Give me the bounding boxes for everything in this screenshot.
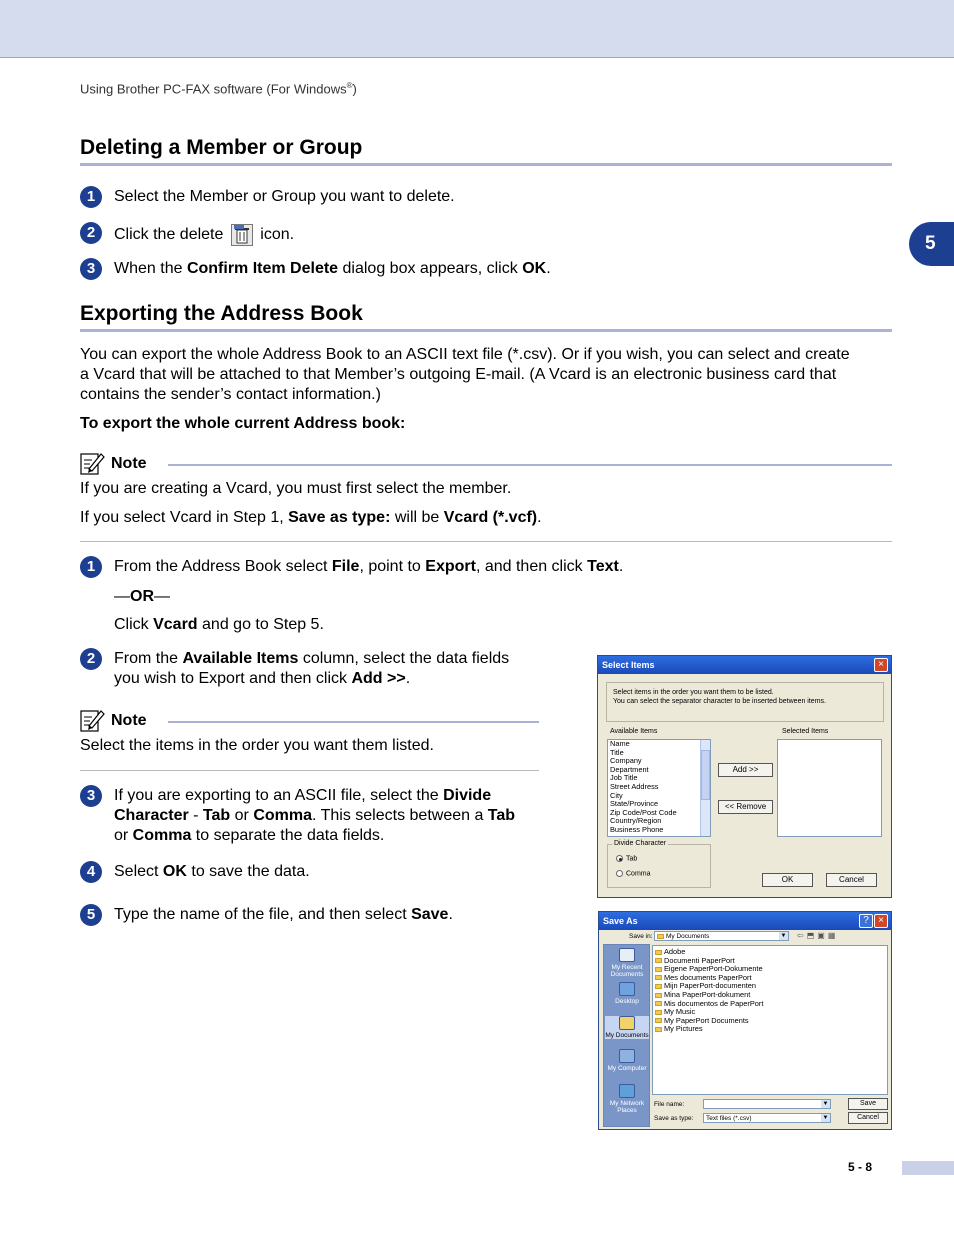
place-recent-documents[interactable]: My Recent Documents xyxy=(605,948,649,978)
comma-radio[interactable]: Comma xyxy=(616,870,651,877)
note-divider xyxy=(168,721,539,723)
available-items-list[interactable] xyxy=(607,739,711,837)
note2-text: Select the items in the order you want them listed. xyxy=(80,737,434,754)
note1-line2: If you select Vcard in Step 1, Save as type: will be Vcard (*.vcf). xyxy=(80,509,542,526)
file-row[interactable] xyxy=(653,1025,887,1034)
file-name: My Pictures xyxy=(664,1024,703,1034)
file-name: Adobe xyxy=(664,947,686,956)
tab-radio[interactable]: Tab xyxy=(616,855,637,862)
folder-icon xyxy=(655,993,662,998)
list-item[interactable]: Job Title xyxy=(610,773,638,783)
place-network-places[interactable]: My Network Places xyxy=(605,1084,649,1114)
list-item[interactable]: Street Address xyxy=(610,781,659,791)
list-item[interactable]: Department xyxy=(610,764,649,774)
step-2-delete: 2 Click the delete icon. xyxy=(80,222,880,248)
section-title-exporting: Exporting the Address Book xyxy=(80,302,892,332)
save-button[interactable]: Save xyxy=(848,1098,888,1110)
note-end-rule xyxy=(80,541,892,542)
export-step-4: 4 Select OK to save the data. xyxy=(80,861,550,885)
cancel-button[interactable]: Cancel xyxy=(848,1112,888,1124)
info-groupbox: Select items in the order you want them to be listed. You can select the separator character to be inserted between items. xyxy=(606,682,884,722)
chevron-down-icon: ▼ xyxy=(780,933,787,939)
intro-paragraph: You can export the whole Address Book to an ASCII text file (*.csv). Or if you wish, you can select and create a Vcard that will be attached to that Member’s outgoing E-mail. (A Vcard is an electronic business card that contains the sender’s contact information.) xyxy=(80,346,850,403)
file-list[interactable] xyxy=(652,945,888,1095)
list-item[interactable]: State/Province xyxy=(610,799,659,809)
file-name: Mes documents PaperPort xyxy=(664,972,752,982)
add-button[interactable]: Add >> xyxy=(718,763,773,777)
save-in-combo[interactable]: My Documents ▼ xyxy=(654,931,789,941)
folder-icon xyxy=(655,975,662,980)
file-name-input[interactable]: ▼ xyxy=(703,1099,831,1109)
save-in-label: Save in: xyxy=(629,933,653,940)
section-title-deleting: Deleting a Member or Group xyxy=(80,136,892,166)
chapter-tab: 5 xyxy=(909,222,954,266)
list-item[interactable]: Title xyxy=(610,747,624,757)
close-icon[interactable]: × xyxy=(874,658,888,672)
note-end-rule xyxy=(80,770,539,771)
ok-button[interactable]: OK xyxy=(762,873,813,887)
list-item[interactable]: Name xyxy=(610,739,630,748)
file-name: Mijn PaperPort-documenten xyxy=(664,981,757,991)
top-header-band xyxy=(0,0,954,58)
network-places-icon xyxy=(619,1084,635,1098)
dialog-title-bar: Select Items xyxy=(598,656,891,674)
cancel-button[interactable]: Cancel xyxy=(826,873,877,887)
place-desktop[interactable]: Desktop xyxy=(605,982,649,1005)
list-item[interactable]: City xyxy=(610,790,623,800)
close-icon[interactable]: × xyxy=(874,914,888,928)
folder-icon xyxy=(655,1010,662,1015)
file-name: Mina PaperPort-dokument xyxy=(664,989,751,999)
note-divider xyxy=(168,464,892,466)
desktop-icon xyxy=(619,982,635,996)
folder-icon xyxy=(655,950,662,955)
remove-button[interactable]: << Remove xyxy=(718,800,773,814)
note-pencil-icon xyxy=(80,708,105,732)
file-name: Documenti PaperPort xyxy=(664,955,735,965)
select-items-dialog xyxy=(597,655,892,898)
page-number: 5 - 8 xyxy=(848,1160,873,1174)
place-my-computer[interactable]: My Computer xyxy=(605,1049,649,1072)
list-item[interactable]: Zip Code/Post Code xyxy=(610,807,677,817)
file-name: My PaperPort Documents xyxy=(664,1015,749,1025)
my-computer-icon xyxy=(619,1049,635,1063)
list-item[interactable]: Country/Region xyxy=(610,816,662,826)
help-icon[interactable]: ? xyxy=(859,914,873,928)
list-scrollbar[interactable] xyxy=(700,740,710,836)
selected-items-list[interactable] xyxy=(777,739,882,837)
available-items-label: Available Items xyxy=(610,728,658,735)
folder-icon xyxy=(655,984,662,989)
folder-icon xyxy=(655,1027,662,1032)
new-folder-icon: ▣ xyxy=(817,931,828,940)
recent-documents-icon xyxy=(619,948,635,962)
divide-character-groupbox: Divide Character Tab Comma xyxy=(607,844,711,888)
step-1-delete: 1 Select the Member or Group you want to delete. xyxy=(80,186,880,210)
note-header-2: Note xyxy=(80,708,539,732)
save-as-type-select[interactable]: Text files (*.csv) ▼ xyxy=(703,1113,831,1123)
note1-line1: If you are creating a Vcard, you must first select the member. xyxy=(80,480,512,497)
toolbar-icons[interactable]: ⇦⬒▣▦ xyxy=(797,931,839,940)
list-item[interactable]: Business Phone xyxy=(610,824,664,834)
footer-band xyxy=(902,1161,954,1175)
running-header: Using Brother PC-FAX software (For Windows®) xyxy=(80,81,357,97)
folder-icon xyxy=(655,1001,662,1006)
up-folder-icon: ⬒ xyxy=(806,931,818,940)
export-step-2: 2 From the Available Items column, select the data fields you wish to Export and then click Add >>. xyxy=(80,648,550,692)
list-item[interactable]: Company xyxy=(610,756,642,766)
my-documents-icon xyxy=(619,1016,635,1030)
folder-icon xyxy=(655,1018,662,1023)
export-step-3: 3 If you are exporting to an ASCII file, select the Divide Character - Tab or Comma. This selects between a Tab or Comma to separate the data fields. xyxy=(80,785,550,849)
file-name-label: File name: xyxy=(654,1101,685,1108)
delete-icon xyxy=(231,224,253,246)
export-step-5: 5 Type the name of the file, and then select Save. xyxy=(80,904,550,928)
folder-icon xyxy=(655,958,662,963)
views-icon: ▦ xyxy=(827,931,839,940)
file-name: Eigene PaperPort-Dokumente xyxy=(664,964,763,974)
save-as-dialog xyxy=(598,911,892,1130)
step-3-delete: 3 When the Confirm Item Delete dialog box appears, click OK. xyxy=(80,258,880,282)
dialog-title-bar: Save As xyxy=(599,912,891,930)
folder-icon xyxy=(655,967,662,972)
save-as-type-label: Save as type: xyxy=(654,1115,694,1122)
place-my-documents[interactable]: My Documents xyxy=(605,1016,649,1039)
export-step-1: 1 From the Address Book select File, point to Export, and then click Text. —OR— Click Vcard and go to Step 5. xyxy=(80,556,880,636)
selected-items-label: Selected Items xyxy=(782,728,829,735)
file-name: My Music xyxy=(664,1007,696,1017)
note-header-1: Note xyxy=(80,451,892,475)
file-name: Mis documentos de PaperPort xyxy=(664,998,764,1008)
export-subheading: To export the whole current Address book: xyxy=(80,415,406,432)
note-pencil-icon xyxy=(80,451,105,475)
